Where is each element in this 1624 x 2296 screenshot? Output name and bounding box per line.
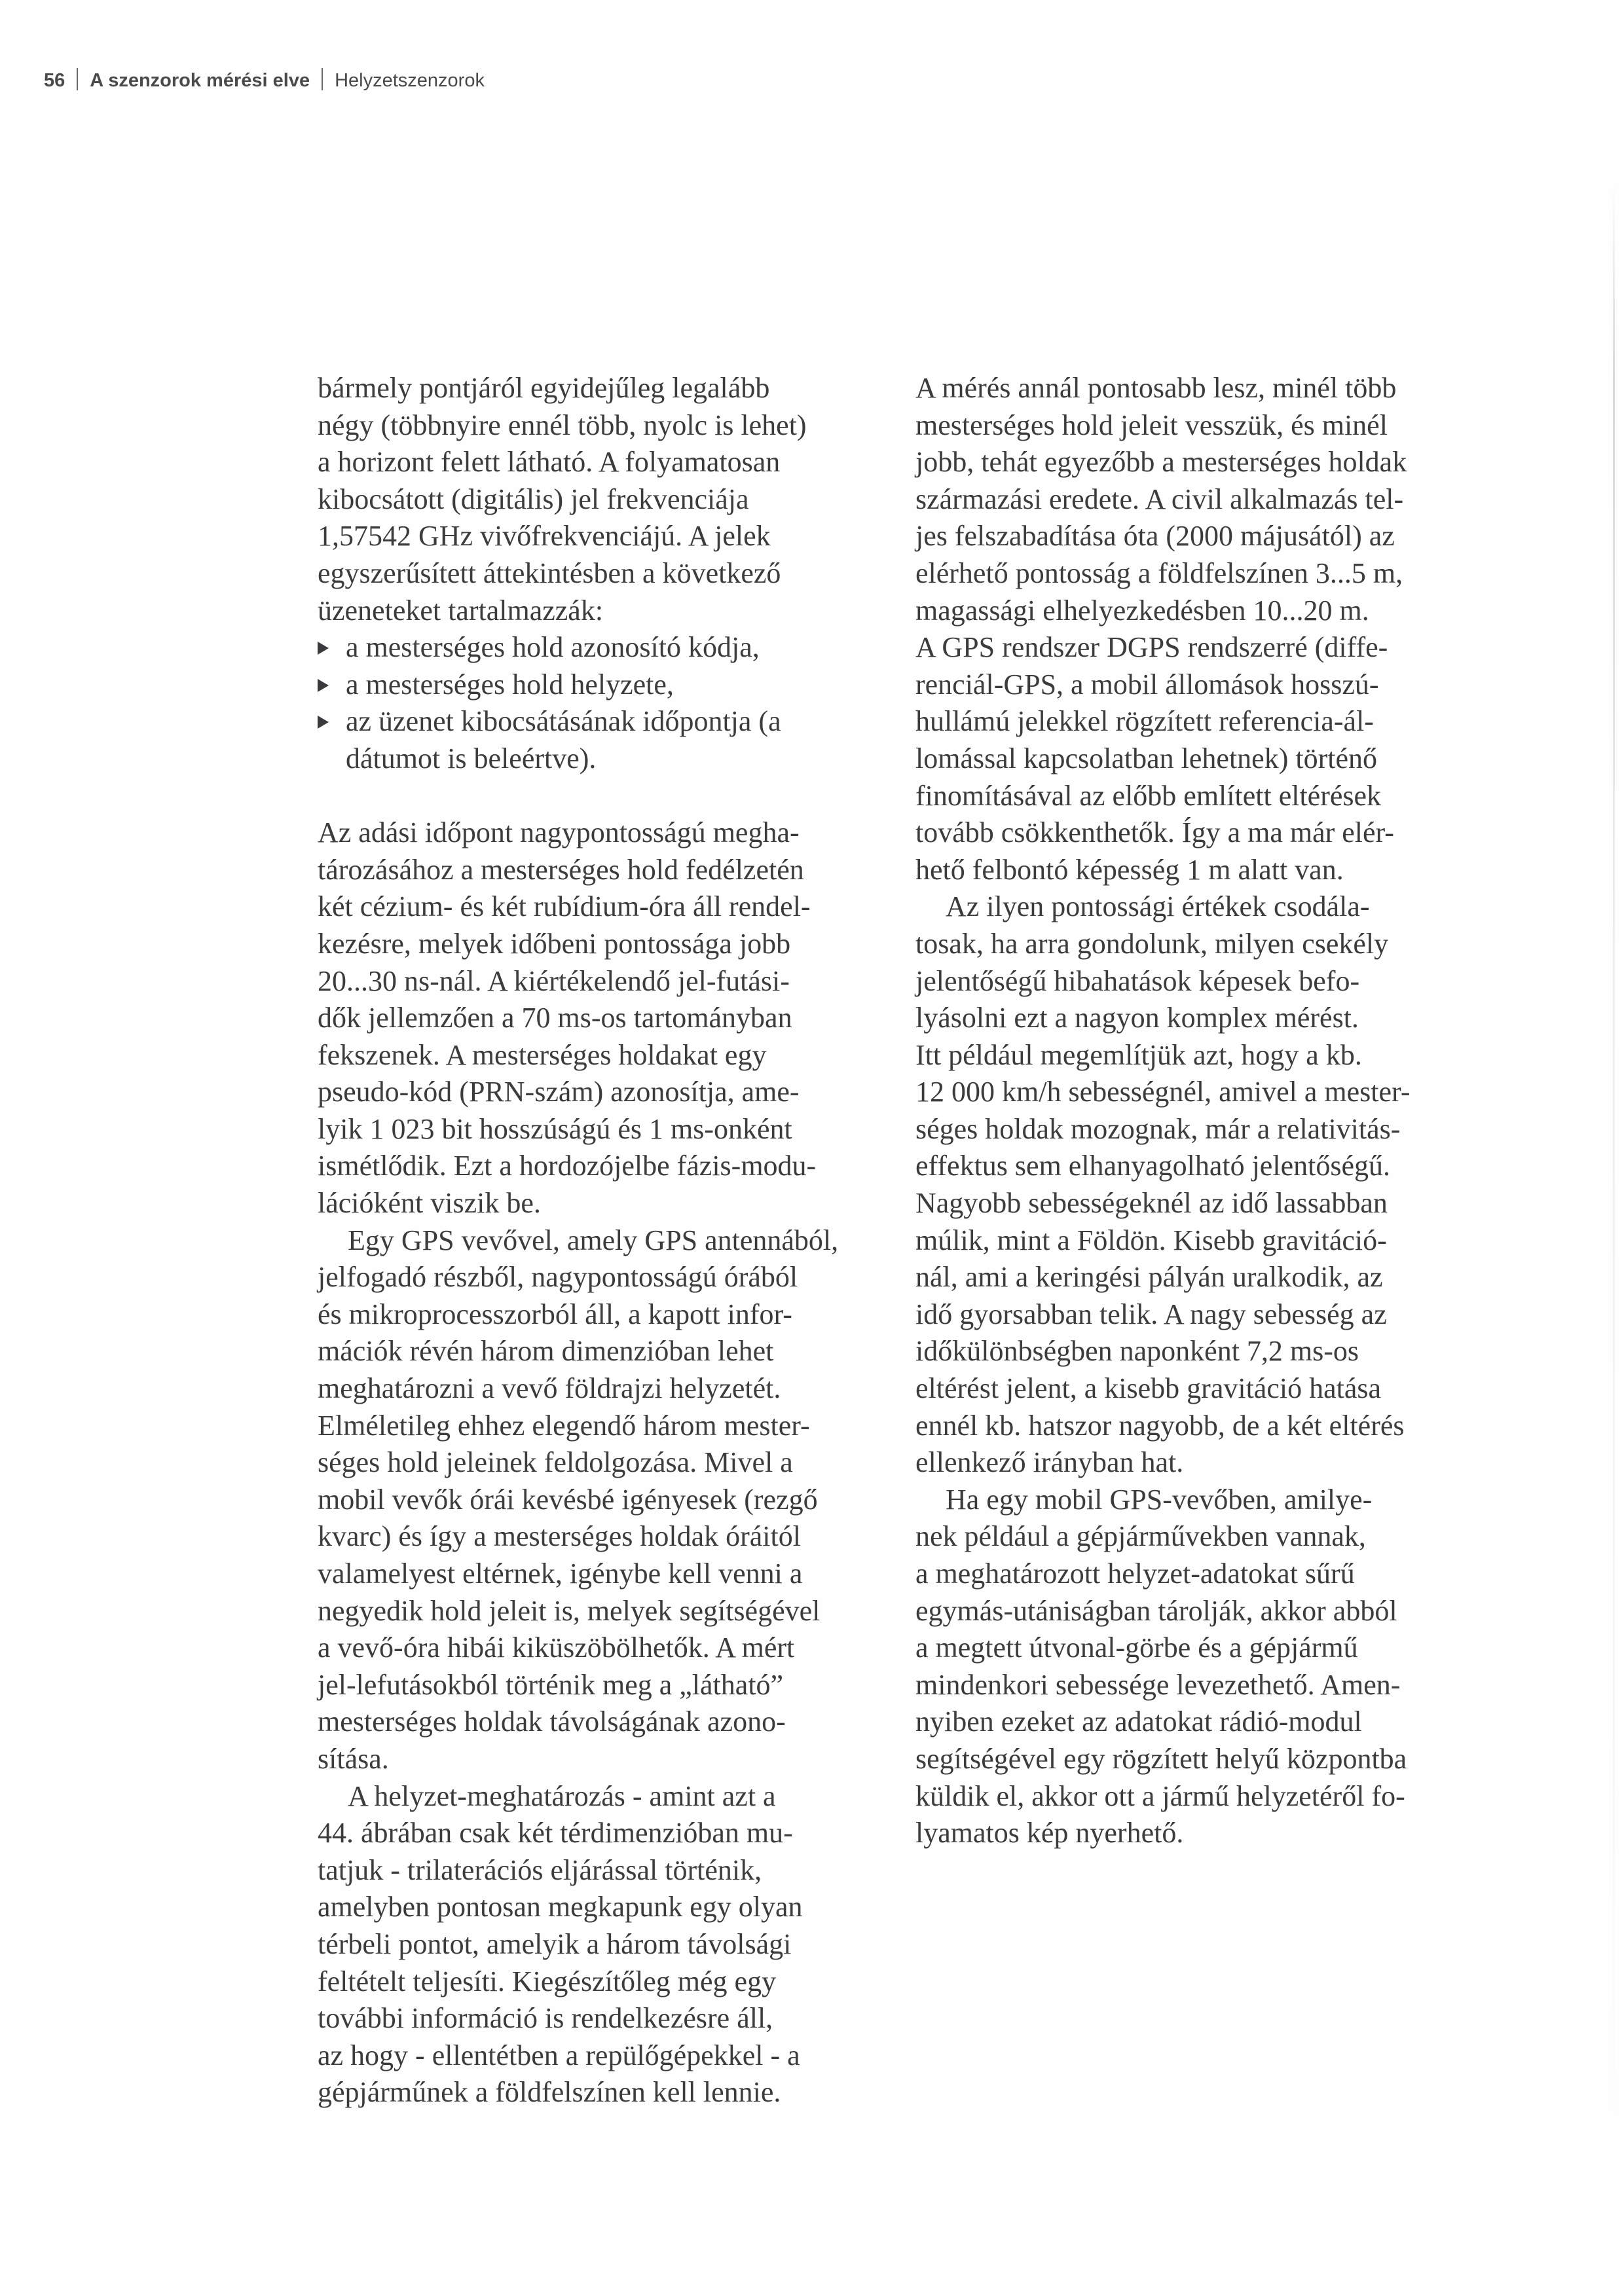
- running-header: [44, 67, 485, 94]
- paragraph-meres-pontossag: [915, 370, 1466, 888]
- paragraph-adasi-idopont: [318, 814, 848, 1222]
- text-line: tosak, ha arra gondolunk, milyen csekély: [915, 927, 1389, 960]
- paragraph-intro: [318, 370, 848, 629]
- text-line: a meghatározott helyzet-adatokat sűrű: [915, 1558, 1355, 1590]
- text-line: lyik 1 023 bit hosszúságú és 1 ms-onként: [318, 1112, 792, 1145]
- text-line: tatjuk - trilaterációs eljárással történik,: [318, 1853, 762, 1886]
- text-line: 20...30 ns-nál. A kiértékelendő jel-futási-: [318, 964, 790, 997]
- text-line: nál, ami a keringési pályán uralkodik, az: [915, 1261, 1383, 1294]
- text-line: lyamatos kép nyerhető.: [915, 1817, 1184, 1850]
- text-line: mobil vevők órái kevésbé igényesek (rezgő: [318, 1483, 818, 1516]
- text-line: Itt például megemlítjük azt, hogy a kb.: [915, 1038, 1362, 1071]
- text-line: és mikroprocesszorból áll, a kapott infor-: [318, 1298, 792, 1330]
- text-line: a megtett útvonal-görbe és a gépjármű: [915, 1631, 1358, 1664]
- text-line: egymás-utániságban tárolják, akkor abból: [915, 1594, 1397, 1627]
- text-line: tovább csökkenthetők. Így a ma már elér-: [915, 816, 1394, 849]
- bullet-text: az üzenet kibocsátásának időpontja (a: [346, 705, 781, 738]
- text-line: 44. ábrában csak két térdimenzióban mu-: [318, 1817, 793, 1850]
- bullet-item: [318, 703, 848, 740]
- text-line: jes felszabadítása óta (2000 májusától) az: [915, 520, 1395, 553]
- text-line: egyszerűsített áttekintésben a következő: [318, 556, 781, 589]
- page-number: 56: [44, 70, 65, 91]
- text-line: térbeli pontot, amelyik a három távolsági: [318, 1927, 792, 1960]
- text-line: magassági elhelyezkedésben 10...20 m.: [915, 594, 1369, 627]
- bullet-text: a mesterséges hold azonosító kódja,: [346, 631, 760, 664]
- text-line: további információ is rendelkezésre áll,: [318, 2002, 773, 2035]
- triangle-bullet-icon: [318, 642, 329, 655]
- text-line: elérhető pontosság a földfelszínen 3...5 m,: [915, 556, 1403, 589]
- text-line: származási eredete. A civil alkalmazás tel-: [915, 483, 1404, 515]
- header-divider: [322, 68, 323, 90]
- text-line: A helyzet-meghatározás - amint azt a: [348, 1779, 776, 1812]
- text-line: mációk révén három dimenzióban lehet: [318, 1335, 774, 1368]
- triangle-bullet-icon: [318, 716, 329, 729]
- text-line: hullámú jelekkel rögzített referencia-ál-: [915, 705, 1374, 738]
- text-line: lyásolni ezt a nagyon komplex mérést.: [915, 1002, 1359, 1034]
- text-line: nyiben ezeket az adatokat rádió-modul: [915, 1705, 1362, 1738]
- text-line: négy (többnyire ennél több, nyolc is lehet): [318, 409, 807, 441]
- text-line: A mérés annál pontosabb lesz, minél több: [915, 372, 1397, 404]
- text-line: effektus sem elhanyagolható jelentőségű.: [915, 1150, 1390, 1182]
- text-line: küldik el, akkor ott a jármű helyzetéről fo-: [915, 1779, 1405, 1812]
- text-line: pseudo-kód (PRN-szám) azonosítja, ame-: [318, 1076, 800, 1108]
- text-line: A GPS rendszer DGPS rendszerré (diffe-: [915, 631, 1388, 664]
- text-line: két cézium- és két rubídium-óra áll rendel-: [318, 890, 811, 923]
- scan-edge-line: [1613, 183, 1615, 2147]
- text-line: lációként viszik be.: [318, 1187, 541, 1220]
- text-line: amelyben pontosan megkapunk egy olyan: [318, 1891, 803, 1923]
- text-line: idő gyorsabban telik. A nagy sebesség az: [915, 1298, 1387, 1330]
- bullet-text-continuation: dátumot is beleértve).: [346, 742, 597, 774]
- text-line: a vevő-óra hibái kiküszöbölhetők. A mért: [318, 1631, 795, 1664]
- bullet-list: [318, 629, 848, 777]
- text-line: mindenkori sebessége levezethető. Amen-: [915, 1668, 1401, 1701]
- text-line: az hogy - ellentétben a repülőgépekkel - a: [318, 2039, 800, 2071]
- text-line: kibocsátott (digitális) jel frekvenciája: [318, 483, 749, 515]
- text-line: gépjárműnek a földfelszínen kell lennie.: [318, 2076, 781, 2109]
- paragraph-gps-vevo: [318, 1222, 848, 1778]
- text-line: Egy GPS vevővel, amely GPS antennából,: [348, 1224, 839, 1256]
- chapter-title: A szenzorok mérési elve: [90, 70, 310, 91]
- section-title: Helyzetszenzorok: [335, 70, 485, 91]
- paragraph-mobil-gps: [915, 1482, 1466, 1852]
- text-line: nek például a gépjárművekben vannak,: [915, 1520, 1366, 1553]
- text-line: eltérést jelent, a kisebb gravitáció hatása: [915, 1372, 1382, 1405]
- text-line: fekszenek. A mesterséges holdakat egy: [318, 1038, 767, 1071]
- text-line: séges holdak mozognak, már a relativitás-: [915, 1112, 1401, 1145]
- text-line: bármely pontjáról egyidejűleg legalább: [318, 372, 770, 404]
- text-line: Elméletileg ehhez elegendő három mester-: [318, 1409, 810, 1442]
- text-line: időkülönbségben naponként 7,2 ms-os: [915, 1335, 1359, 1368]
- text-line: kezésre, melyek időbeni pontossága jobb: [318, 927, 791, 960]
- text-line: Nagyobb sebességeknél az idő lassabban: [915, 1187, 1388, 1220]
- text-line: jobb, tehát egyezőbb a mesterséges holdak: [915, 446, 1407, 479]
- text-line: finomításával az előbb említett eltérések: [915, 779, 1382, 812]
- text-line: jel-lefutásokból történik meg a „látható”: [318, 1668, 784, 1701]
- header-divider: [77, 68, 78, 90]
- text-line: negyedik hold jeleit is, melyek segítségével: [318, 1594, 821, 1627]
- paragraph-gap: [318, 778, 848, 815]
- text-line: valamelyest eltérnek, igénybe kell venni a: [318, 1558, 803, 1590]
- text-line: ellenkező irányban hat.: [915, 1446, 1184, 1479]
- text-line: Ha egy mobil GPS-vevőben, amilye-: [946, 1483, 1373, 1516]
- text-line: dők jellemzően a 70 ms-os tartományban: [318, 1002, 792, 1034]
- right-column: [915, 370, 1466, 1852]
- text-line: Az ilyen pontossági értékek csodála-: [946, 890, 1370, 923]
- text-line: ennél kb. hatszor nagyobb, de a két eltérés: [915, 1409, 1405, 1442]
- left-column: [318, 370, 848, 2111]
- paragraph-pontossagi-ertekek: [915, 888, 1466, 1482]
- text-line: séges hold jeleinek feldolgozása. Mivel a: [318, 1446, 793, 1479]
- bullet-item: [318, 666, 848, 704]
- triangle-bullet-icon: [318, 679, 329, 692]
- paragraph-helyzet-meghatarozas: [318, 1778, 848, 2111]
- text-line: mesterséges holdak távolságának azono-: [318, 1705, 786, 1738]
- text-line: 12 000 km/h sebességnél, amivel a mester-: [915, 1076, 1411, 1108]
- text-line: tározásához a mesterséges hold fedélzetén: [318, 853, 804, 886]
- text-line: renciál-GPS, a mobil állomások hosszú-: [915, 668, 1379, 701]
- text-line: múlik, mint a Földön. Kisebb gravitáció-: [915, 1224, 1387, 1256]
- bullet-item: [318, 629, 848, 666]
- text-line: üzeneteket tartalmazzák:: [318, 594, 604, 627]
- text-line: lomással kapcsolatban lehetnek) történő: [915, 742, 1377, 774]
- text-line: feltételt teljesíti. Kiegészítőleg még egy: [318, 1965, 777, 1997]
- text-line: hető felbontó képesség 1 m alatt van.: [915, 853, 1344, 886]
- text-line: Az adási időpont nagypontosságú megha-: [318, 816, 800, 849]
- text-line: segítségével egy rögzített helyű központba: [915, 1742, 1407, 1775]
- text-line: meghatározni a vevő földrajzi helyzetét.: [318, 1372, 781, 1405]
- bullet-text: a mesterséges hold helyzete,: [346, 668, 674, 701]
- text-line: kvarc) és így a mesterséges holdak óráitól: [318, 1520, 801, 1553]
- text-line: mesterséges hold jeleit vesszük, és minél: [915, 409, 1388, 441]
- text-line: a horizont felett látható. A folyamatosan: [318, 446, 781, 479]
- text-line: jelentőségű hibahatások képesek befo-: [915, 964, 1360, 997]
- text-line: jelfogadó részből, nagypontosságú órából: [318, 1261, 798, 1294]
- text-line: 1,57542 GHz vivőfrekvenciájú. A jelek: [318, 520, 771, 553]
- text-line: ismétlődik. Ezt a hordozójelbe fázis-modu-: [318, 1150, 817, 1182]
- text-line: sítása.: [318, 1742, 389, 1775]
